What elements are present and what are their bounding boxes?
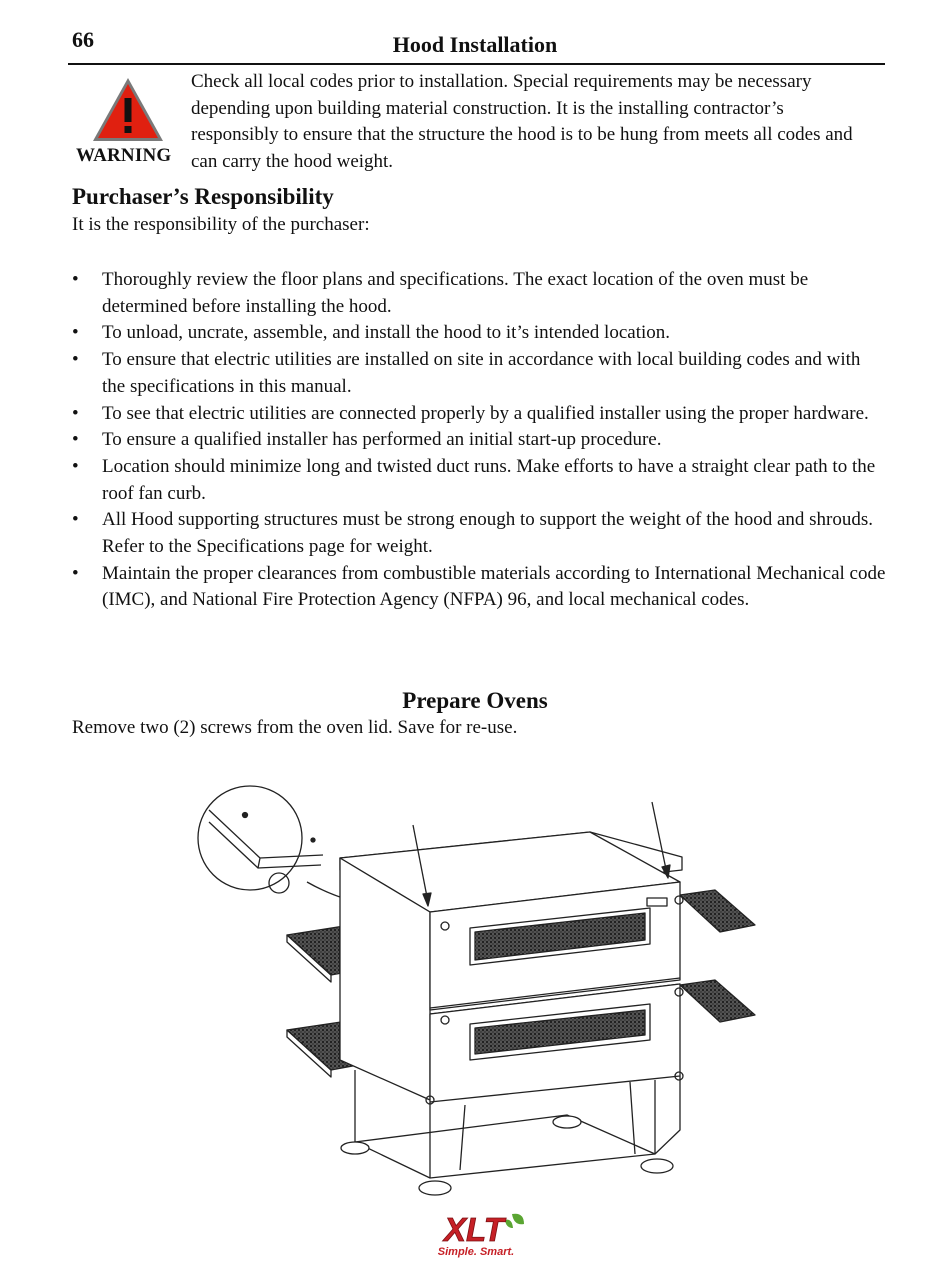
list-item: • Location should minimize long and twisted duct runs. Make efforts to have a straight clear path to the roof fan curb. xyxy=(72,454,887,507)
section-intro-purchaser: It is the responsibility of the purchaser: xyxy=(72,214,370,235)
header-rule xyxy=(68,63,885,65)
stacked-conveyor-oven-illustration xyxy=(195,770,760,1210)
warning-triangle-icon xyxy=(91,76,165,144)
list-item: • Maintain the proper clearances from combustible materials according to International Mechanical code (IMC), and National Fire Protection Agency (NFPA) 96, and local mechanical codes. xyxy=(72,561,887,614)
page-number: 66 xyxy=(72,27,94,52)
logo-wordmark: XLT xyxy=(444,1211,504,1248)
responsibility-list xyxy=(72,267,887,614)
list-item: • To unload, uncrate, assemble, and install the hood to it’s intended location. xyxy=(72,320,887,347)
list-item: • To ensure that electric utilities are installed on site in accordance with local building codes and with the specifications in this manual. xyxy=(72,347,887,400)
list-item: • To see that electric utilities are connected properly by a qualified installer using the proper hardware. xyxy=(72,401,887,428)
leaf-icon xyxy=(505,1214,524,1228)
list-item: • To ensure a qualified installer has performed an initial start-up procedure. xyxy=(72,427,887,454)
page-title: Hood Installation xyxy=(392,32,558,57)
section-title-purchaser: Purchaser’s Responsibility xyxy=(72,184,334,209)
section-title-prepare: Prepare Ovens xyxy=(402,688,548,713)
list-item: • Thoroughly review the floor plans and specifications. The exact location of the oven must be determined before installing the hood. xyxy=(72,267,887,320)
logo-tagline: Simple. Smart. xyxy=(437,1246,515,1258)
warning-label: WARNING xyxy=(76,145,172,166)
section-intro-prepare: Remove two (2) screws from the oven lid. Save for re-use. xyxy=(72,717,518,738)
list-item: • All Hood supporting structures must be strong enough to support the weight of the hood and shrouds. Refer to the Specifications page for weight. xyxy=(72,507,887,560)
warning-text: Check all local codes prior to installation. Special requirements may be necessary depending upon building material construction. It is the installing contractor’s responsibly to ensure that the structure the hood is to be hung from meets all codes and can carry the hood weight. xyxy=(191,71,853,172)
